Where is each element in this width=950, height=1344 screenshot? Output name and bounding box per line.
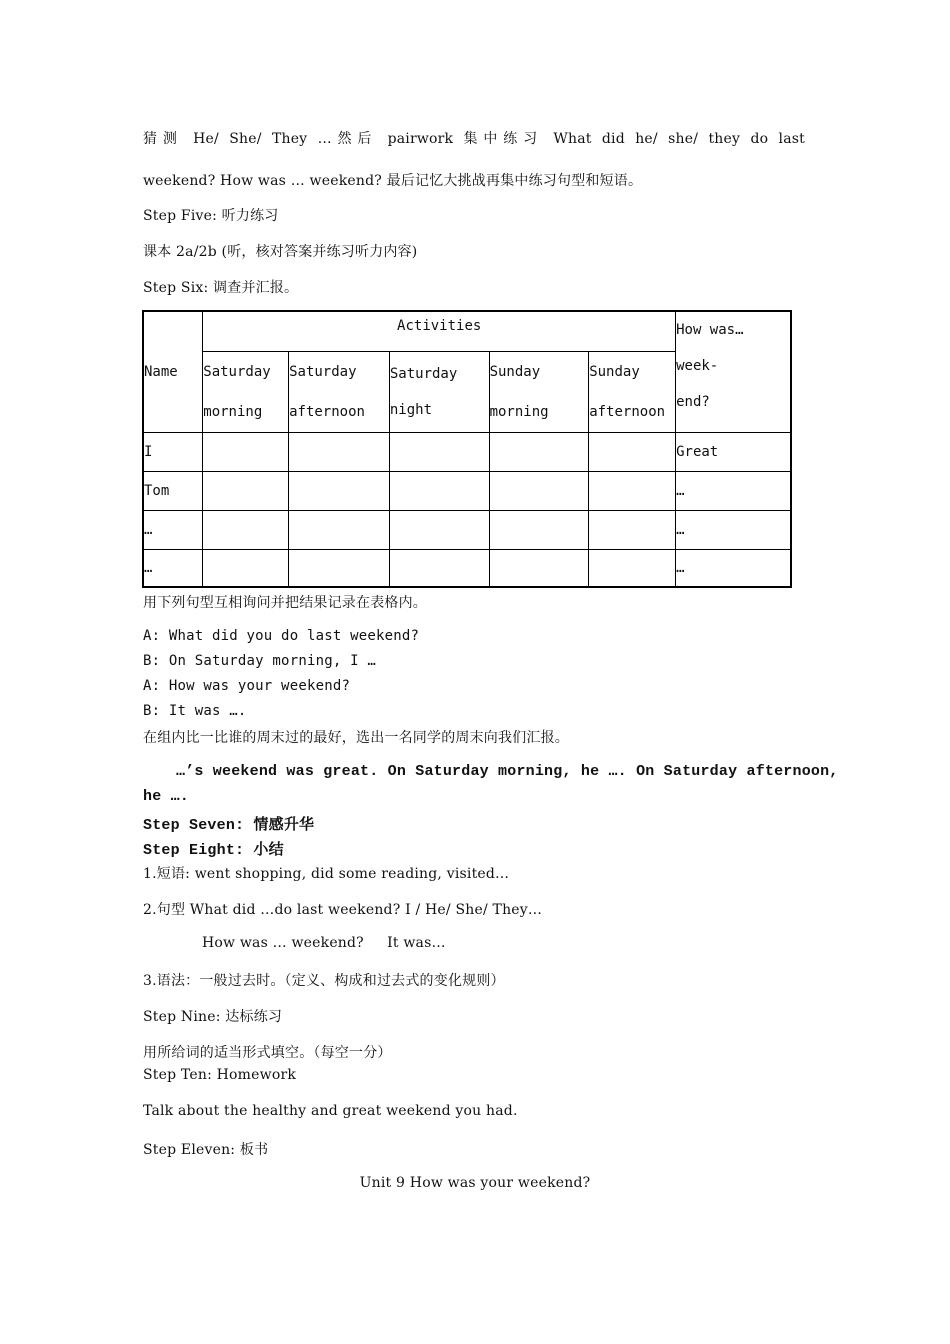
- table-cell: [489, 549, 589, 587]
- row-name: …: [143, 549, 203, 587]
- how-header-line: How was…: [676, 322, 744, 338]
- table-cell: [289, 471, 390, 510]
- dialogue-line: A: What did you do last weekend?: [143, 628, 420, 644]
- table-cell: [489, 510, 589, 549]
- step-five: Step Five: 听力练习: [143, 208, 279, 224]
- report-line-2: he ….: [143, 788, 190, 805]
- how-header-cell: [676, 311, 791, 432]
- intro-line-2: weekend? How was … weekend? 最后记忆大挑战再集中练习句型和短语。: [143, 173, 643, 189]
- column-time: afternoon: [589, 403, 666, 420]
- compare-instruction: 在组内比一比谁的周末过的最好，选出一名同学的周末向我们汇报。: [143, 730, 569, 746]
- table-cell: [203, 510, 289, 549]
- dialogue-line: B: It was ….: [143, 703, 247, 719]
- table-instruction: 用下列句型互相询问并把结果记录在表格内。: [143, 595, 427, 611]
- row-how: Great: [676, 432, 791, 471]
- row-name: I: [143, 432, 203, 471]
- table-cell: [389, 510, 489, 549]
- step-seven: Step Seven: 情感升华: [143, 817, 315, 834]
- dialogue-line: B: On Saturday morning, I …: [143, 653, 376, 669]
- column-day: Sunday: [589, 363, 640, 380]
- table-cell: [389, 432, 489, 471]
- row-how: …: [676, 510, 791, 549]
- column-time: afternoon: [289, 403, 365, 420]
- table-cell: [589, 432, 676, 471]
- table-cell: [489, 432, 589, 471]
- intro-line-1: 猜测 He/ She/ They …然后 pairwork 集中练习 What did he/ she/ they do last: [143, 131, 805, 147]
- column-header: [389, 351, 489, 432]
- row-how: …: [676, 549, 791, 587]
- survey-table: [142, 310, 792, 588]
- table-cell: [589, 510, 676, 549]
- dialogue-line: A: How was your weekend?: [143, 678, 351, 694]
- table-cell: [203, 471, 289, 510]
- row-name: …: [143, 510, 203, 549]
- table-row: [143, 471, 791, 510]
- step-eight: Step Eight: 小结: [143, 842, 284, 859]
- table-row: [143, 510, 791, 549]
- summary-grammar: 3.语法：一般过去时。（定义、构成和过去式的变化规则）: [143, 973, 505, 989]
- table-cell: [289, 432, 390, 471]
- name-header-cell: [143, 311, 203, 432]
- column-day: Saturday: [289, 363, 357, 380]
- column-day: Saturday: [203, 363, 271, 380]
- column-day: Sunday: [489, 363, 541, 380]
- column-day: Saturday: [389, 365, 458, 382]
- step-ten: Step Ten: Homework: [143, 1067, 297, 1083]
- table-row: [143, 432, 791, 471]
- homework-text: Talk about the healthy and great weekend you had.: [143, 1103, 518, 1119]
- report-line-1: …’s weekend was great. On Saturday morning, he …. On Saturday afternoon,: [176, 763, 839, 780]
- table-cell: [203, 432, 289, 471]
- table-cell: [589, 471, 676, 510]
- row-name: Tom: [143, 471, 203, 510]
- summary-sentences-2: How was … weekend? It was…: [202, 935, 446, 951]
- row-how: …: [676, 471, 791, 510]
- table-cell: [289, 549, 390, 587]
- textbook-note: 课本 2a/2b (听，核对答案并练习听力内容): [143, 244, 418, 260]
- how-header-line: end?: [676, 394, 710, 410]
- step-eleven: Step Eleven: 板书: [143, 1142, 269, 1158]
- board-title: Unit 9 How was your weekend?: [359, 1175, 591, 1191]
- table-cell: [203, 549, 289, 587]
- table-cell: [489, 471, 589, 510]
- column-time: night: [389, 401, 433, 418]
- summary-phrases: 1.短语: went shopping, did some reading, visited…: [143, 866, 510, 882]
- table-cell: [389, 471, 489, 510]
- summary-sentences: 2.句型 What did …do last weekend? I / He/ She/ They…: [143, 902, 543, 918]
- activities-header-cell: [203, 311, 676, 351]
- table-cell: [289, 510, 390, 549]
- column-header: [289, 351, 390, 432]
- activities-header: Activities: [397, 318, 482, 334]
- how-header-line: week-: [676, 358, 719, 374]
- name-header: Name: [144, 363, 178, 380]
- column-header: [489, 351, 589, 432]
- fill-instruction: 用所给词的适当形式填空。（每空一分）: [143, 1045, 392, 1061]
- table-row: [143, 549, 791, 587]
- column-time: morning: [203, 403, 263, 420]
- column-header: [589, 351, 676, 432]
- column-time: morning: [489, 403, 549, 420]
- table-cell: [389, 549, 489, 587]
- step-nine: Step Nine: 达标练习: [143, 1009, 283, 1025]
- column-header: [203, 351, 289, 432]
- table-cell: [589, 549, 676, 587]
- step-six: Step Six: 调查并汇报。: [143, 280, 299, 296]
